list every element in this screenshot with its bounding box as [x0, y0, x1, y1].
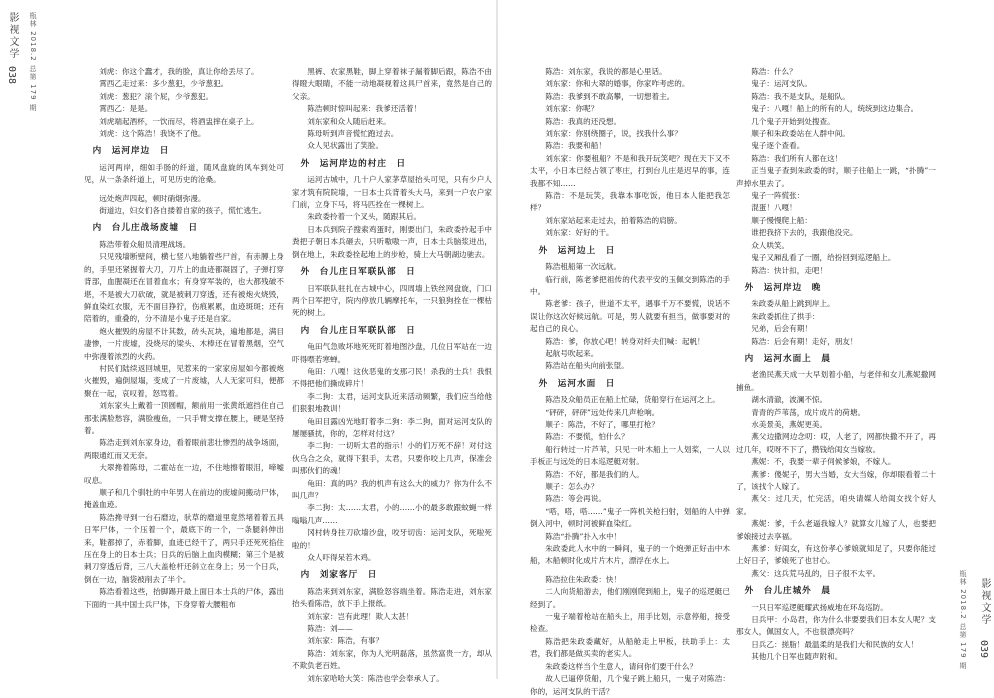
script-paragraph: 陈浩：等会再说。: [545, 494, 606, 504]
script-paragraph: 陈浩：我不是支队，是船队。: [751, 91, 850, 101]
scene-heading: 内 运河水面上 晨: [744, 353, 831, 364]
script-paragraph: 燕爹：好闺女，有这份孝心爹娘就知足了，只要你能过上好日子，爹娘死了也甘心。: [736, 544, 936, 566]
script-paragraph: 村民们陆续返回城里，见惹来的一家家房屋如今都被炮火摧毁，遍倒屋塌，变成了一片废墟，人人无家可归，便都聚在一起，哀叹着，怒骂着。: [84, 363, 284, 398]
script-paragraph: 陈浩租船第一次远航。: [545, 262, 622, 272]
right-issue-label: 瓶林 2018.2 总第 179 期: [959, 570, 967, 670]
script-paragraph: 刘虎：这个陈浩！我饶不了他。: [99, 129, 206, 139]
script-paragraph: 鬼子又厢乱看了一圈，给扮回到巡逻船上。: [751, 253, 896, 263]
script-paragraph: 陈浩带着众船员清理战场。: [99, 239, 191, 249]
script-paragraph: 燕妮：不，我要一辈子伺候爹娘，不嫁人。: [751, 457, 896, 467]
script-paragraph: 混蛋！八嘎！: [751, 203, 797, 213]
script-paragraph: 陈浩来到刘东家，满脸怒容端坐着。陈浩走进，刘东家抬头看陈浩，放下手上报纸。: [292, 586, 492, 609]
script-paragraph: 霄西乙：是是。: [99, 104, 153, 114]
script-paragraph: 众人见状露出了笑脸。: [307, 141, 384, 151]
column-3: [530, 66, 730, 696]
script-paragraph: 炮火摧毁的房屋不计其数，砖头瓦块，遍地都是，满目凄惨，一片废墟，没烧尽的梁头、木棒还在冒着黑烟，空气中弥漫着浓烈的火药。: [84, 326, 284, 361]
script-paragraph: 湖水清澈，波澜不惊。: [751, 395, 828, 405]
script-paragraph: “嗒，嗒，嗒……”鬼子一阵机关枪扫射，划船的人中弹倒入河中，顿时河被鲜血染红。: [530, 506, 730, 529]
script-paragraph: 刘虎端起酒杯，一饮而尽，将酒盅摔在桌子上。: [99, 116, 259, 126]
page-spine: [496, 0, 498, 679]
script-paragraph: 陈浩：不好，都是我们的人。: [545, 469, 644, 479]
script-paragraph: 刘虎：你这个蠢才，我的脸，真让你给丢尽了。: [99, 67, 259, 76]
script-paragraph: 龟田气急败坏地死死盯着地图沙盘，几位日军站在一边吓得噤若寒蝉。: [292, 342, 492, 364]
script-paragraph: 其他几个日军也随声附和。: [751, 652, 843, 662]
script-paragraph: 李二狗：太……太君，小的……小的最多敢跟蚊蝇一样嗡嗡几声……: [292, 503, 492, 525]
right-page-number: 039: [978, 640, 989, 659]
script-paragraph: 日本兵到院子搜索鸡蛋时，刚要出门，朱政委拎起手中粪把子朝日本兵砸去，只听嗷嗷一声，日本士兵脑浆迸出，倒在地上，朱政委拴起地上的步枪，骑上大马朝湖边驰去。: [292, 224, 492, 259]
script-paragraph: 冈村转身拄刀砍墙沙盘，咬牙切齿：运河支队，死啦死啦的！: [292, 528, 492, 550]
script-paragraph: 正当鬼子查到朱政委的时，顺子往船上一跳，“扑腾”一声掉水里去了。: [736, 166, 936, 188]
script-paragraph: 龟田目露凶光地盯着李二狗：李二狗，面对运河支队的屡屡骚扰，你的，怎样对付这？: [292, 416, 492, 438]
script-paragraph: 陈浩：我们所有人都在这！: [751, 153, 843, 163]
script-paragraph: 刘东家：好好的干。: [545, 228, 614, 238]
script-paragraph: 日军联队驻扎在古城中心，四周墙上铁丝网盘旋，门口两个日军把守，院内停放几辆摩托车，一只狼狗拴在一棵枯死的树上。: [292, 283, 492, 318]
script-paragraph: 朱政委拎着一个叉头，随跟其后。: [307, 212, 422, 222]
script-paragraph: 陈老爹：孩子，世道不太平，遇事千万不要慌，说话不误让你这次好候远航。可是，男人就要有担当，做事要对的起自己的良心。: [530, 299, 730, 334]
scene-heading: 外 运河边上 日: [538, 245, 616, 256]
script-paragraph: 李二狗：太君，运河支队近来活动频繁，我们应当给他们狠狠地教训！: [292, 391, 492, 414]
script-paragraph: 陈浩：后会有期！走好，朋友！: [751, 336, 858, 346]
scene-heading: 外 运河岸边 晚: [744, 282, 822, 293]
script-paragraph: 陈浩及众船员正在船上忙碌，货船穿行在运河之上。: [545, 395, 720, 405]
right-brand-label: 影视文学: [979, 578, 990, 626]
script-paragraph: 顺子和几个驯牡的中年男人在前边的废墟间搬动尸体，掩盖血迹。: [84, 488, 284, 510]
script-paragraph: 刘东家：你和大翠的婚事，你家咋考虑的。: [545, 79, 690, 89]
left-issue-label: 瓶林 2018.2 总第 179 期: [29, 12, 37, 112]
script-paragraph: 燕爹：傻妮子，男大当婚，女大当嫁，你却眼看着二十了，该找个人嫁了。: [736, 469, 936, 491]
script-paragraph: 陈浩：不是玩笑，我靠本事吃饭，他日本人能把我怎样？: [530, 191, 730, 213]
script-paragraph: 燕妮：爹，千么老逼我嫁人？就算女儿嫁了人，也要把爹娘接过去享福。: [736, 519, 936, 541]
script-paragraph: 黑裤、农家黑鞋，脚上穿着袜子漏着脚后跟，陈浩不由得瞪大眼睛，不能一动地凝视着这具尸首来，竟然是自己的父亲。: [292, 67, 492, 101]
scene-heading: 外 台儿庄日军联队部 日: [300, 267, 416, 278]
script-paragraph: 船行转过一片芦苇，只见一叶木船上一人划桨，一人以手板正与远处的日本巡逻艇对射。: [530, 444, 730, 467]
script-paragraph: 陈浩走到刘东家身边，看着眼前悲壮惨烈的战争场面，两眼通红而又无奈。: [84, 438, 284, 460]
script-paragraph: 霄西乙走过来：多少葱犯，少爷葱犯。: [99, 79, 229, 89]
scene-heading: 内 台儿庄日军联队部 日: [300, 325, 416, 336]
scene-heading: 内 台儿庄战场废墟 日: [92, 223, 199, 234]
script-paragraph: 陈浩搀寻到一台石磨边，驮草的磨道里竟然堵着着五具日军尸体，一个压着一个，最底下的一个，一条腿斜伸出来，鞋都掉了，赤着脚，血迹已经干了，两只手还死死掐住压在身上的日本士兵；日兵的后脑上血肉模糊；第三个是被刺刀穿透后背，三八大盖枪杆还斜立在身上；另一个日兵，倒在一边，脑袋被削去了半个。: [84, 512, 284, 584]
script-paragraph: 龟田：真的吗？我的机声有这么大的威力？你为什么不叫几声？: [292, 478, 492, 500]
script-paragraph: 故人已逼停货船，几个鬼子跳上船只，一鬼子对陈浩：你的，运河支队的干活？: [530, 674, 730, 696]
script-paragraph: 鬼子一阵慌张：: [751, 191, 805, 201]
script-paragraph: 燕父边撒网边念叨：哎，人老了，网都快撒不开了，再过几年，哎呀不下了，攒钱给闺女当嫁妆。: [736, 432, 936, 454]
script-paragraph: 陈浩：什么？: [751, 67, 797, 76]
script-paragraph: 顺子慢慢爬上船：: [751, 215, 812, 225]
script-paragraph: 燕父：这兵荒马乱的，日子很不太平。: [751, 568, 881, 578]
script-paragraph: 老渔民燕天成一大早划着小船，与老伴和女儿燕妮撒网捕鱼。: [736, 370, 936, 392]
scene-heading: 外 台儿庄城外 晨: [744, 586, 831, 597]
script-paragraph: 刘东家和众人随后赶来。: [307, 116, 391, 126]
script-paragraph: 只见残墙断壁间，横七竖八地躺着些尸首，有赤膊上身的，手里还紧握着大刀，刀片上的血迹都凝固了，子弹打穿背部，血腥凝还在冒着血水；有身穿军装的，也大都残破不堪，不是被大刀砍破，就是被刺刀穿透，还有被炮火烧毁，鲜血染红衣服，无不面目狰狞，伤痕累累，血迹斑斑；还有陪着的，重叠的，分不清是小鬼子还是自家。: [84, 252, 284, 324]
script-paragraph: 陈浩：刘东家，我说的都是心里话。: [545, 67, 667, 76]
right-page-sidebar: [972, 0, 994, 679]
script-paragraph: 刘东家：你呢？: [545, 104, 599, 114]
scene-heading: 内 运河岸边 日: [92, 146, 170, 157]
scene-heading: 内 刘家客厅 日: [300, 570, 378, 581]
left-page-number: 038: [6, 66, 17, 85]
script-paragraph: 运河古城中，几十户人家茅草屋抬头可见，只有少户人家才筑有院院墙，一日本士兵背着头大马，来到一户农户家门前，立身下马，将马匹拴在一棵树上。: [292, 175, 492, 210]
script-paragraph: 刘虎：葱犯？滚个屁，少爷葱犯。: [99, 91, 214, 101]
script-paragraph: 顺子：怎么办？: [545, 482, 599, 491]
script-paragraph: “砰砰，砰砰”远处传来几声枪响。: [545, 407, 660, 417]
script-paragraph: 陈母听到声音慌忙跑过去。: [307, 129, 399, 139]
script-paragraph: 众人哄笑。: [751, 240, 790, 250]
script-paragraph: 刘东家：你要租船？不是和我开玩笑吧？现在天下又不太平，小日本已经占领了枣庄，打到台儿庄是迟早的事，连我都不知……: [530, 153, 730, 188]
script-paragraph: 日兵乙：搓脂！最温柔的是我们大和民族的女人！: [751, 639, 919, 649]
script-paragraph: 大翠搀着陈母，二霍站在一边，不住地擦着眼泪，啼嘘叹息。: [84, 463, 284, 485]
script-paragraph: 朱政委抓住了拱手：: [751, 311, 820, 321]
column-4: [736, 66, 936, 671]
script-paragraph: 朱政委此人水中的一瞬间，鬼子的一个炮弹正好击中木船，木船顿时化成片片木片，漂浮在水上。: [530, 544, 730, 566]
script-paragraph: 陈浩把朱政委藏好，从船舱走上甲板，扶助手上：太君，我们都是做买卖的老实人。: [530, 636, 730, 659]
scene-heading: 外 运河岸边的村庄 日: [300, 158, 407, 169]
script-paragraph: 刘东家哈哈大笑：陈浩也学会奉承人了。: [307, 673, 444, 683]
script-paragraph: 龟田：八嘎！这伙恶鬼的支那刁民！杀我的士兵！我恨不得把他们撕成碎片！: [292, 366, 492, 389]
script-paragraph: 顺子：陈浩，不好了，哪里打枪？: [545, 419, 660, 429]
column-2: [292, 66, 492, 683]
script-paragraph: 陈浩看着这些，抬脚踢开最上面日本士兵的尸体，露出下面的一具中国士兵尸体，下身穿着大腰粗布: [84, 587, 284, 609]
left-brand-label: 影视文学: [7, 12, 18, 60]
script-paragraph: 朱政委这样当个生意人，请问你们要干什么？: [545, 661, 698, 671]
script-paragraph: 陈浩：我爹到不敢高攀，一切想着主。: [545, 91, 675, 101]
script-paragraph: 刘东家：你别绕圈子，说，找我什么事？: [545, 129, 682, 139]
script-paragraph: 陈浩：快计扣，走吧！: [751, 265, 828, 275]
script-paragraph: 陈浩拉住朱政委：快！: [545, 574, 622, 584]
left-page-sidebar: [0, 0, 22, 679]
script-paragraph: 水美景美，燕妮更美。: [751, 419, 828, 429]
script-paragraph: 二人向货船游去，他们刚刚爬到船上，鬼子的巡逻艇已经到了。: [530, 587, 730, 609]
script-paragraph: 陈浩：不要慌，怕什么？: [545, 432, 629, 442]
script-paragraph: 陈浩顿时惊叫起来：我爹还活着！: [307, 104, 422, 114]
script-paragraph: 谁把我挤下去的，我跟他没完。: [751, 228, 858, 238]
script-paragraph: 陈浩：爹，你放心吧！转身对纤夫们喊：起帆！: [545, 336, 705, 346]
script-paragraph: 朱政委从船上跳到岸上。: [751, 299, 835, 309]
script-paragraph: 街道边，妇女们各自搂着自家的孩子，慌忙逃生。: [99, 206, 267, 216]
scene-heading: 外 运河水面 日: [538, 378, 616, 389]
script-paragraph: 众人吓得呆若木鸡。: [307, 553, 376, 563]
script-paragraph: 顺子和朱政委站在人群中间。: [751, 129, 850, 139]
script-paragraph: 刘东家头上戴着一顶圆帽，额前用一张黄纸遮挡住自己那张满脸愁容，满脸瘦鱼，一只手臂支撑在腰上，硬是坚持着。: [84, 401, 284, 435]
script-paragraph: 鬼子：运河支队。: [751, 79, 812, 89]
script-paragraph: 远处炮声四起，顿时硝烟弥漫。: [99, 193, 206, 203]
script-paragraph: 陈浩：刘东家，你为人光明磊落，虽然富贵一方，却从不欺负老百姓。: [292, 648, 492, 671]
script-paragraph: 陈浩站在船头向前张望。: [545, 361, 629, 371]
script-paragraph: 一只日军巡逻艇耀武扬威地在环岛巡防。: [751, 602, 888, 612]
column-1: [84, 66, 284, 671]
script-paragraph: 临行前，陈老爹把祖传的代表平安的玉佩交到陈浩的手中。: [530, 274, 730, 296]
script-paragraph: 刘东家：陈浩，有事？: [307, 636, 384, 646]
script-paragraph: 兄弟，后会有期！: [751, 324, 812, 334]
script-paragraph: 一鬼子端着枪站在船头上，用手比划，示意停船，接受检查。: [530, 612, 730, 634]
script-paragraph: 陈浩：刘——: [307, 624, 353, 634]
script-paragraph: 刘东家：岂有此理！欺人太甚！: [307, 611, 414, 621]
script-paragraph: 青青的芦苇荡，成片成片的荷塘。: [751, 407, 866, 417]
script-paragraph: 鬼子：八嘎！船上的所有的人，统统到这边集合。: [751, 104, 919, 114]
script-paragraph: 刘东家站起来走过去，拍着陈浩的肩膀。: [545, 215, 682, 225]
script-paragraph: 陈浩：我真的还没想。: [545, 116, 622, 126]
script-paragraph: 起航号吹起来。: [545, 348, 599, 358]
script-paragraph: 陈浩“扑腾”扑入水中！: [545, 531, 622, 541]
script-paragraph: 燕父：过几天，忙完活，咱央请媒人给闺女找个好人家。: [736, 494, 936, 516]
script-paragraph: 几个鬼子开始到处搜查。: [751, 116, 835, 126]
script-paragraph: 李二狗：一切听太君的指示！小的们万死不辞！对付这伙乌合之众，就得下狠手，太君，只要你咬上几声，保准会叫那伙们的魂！: [292, 441, 492, 476]
script-paragraph: 运河两岸，细如手肠的纤道，随风盘旋的风车到处可见，从一条条纤道上，可见历史的沧桑。: [84, 162, 284, 185]
script-paragraph: 日兵甲：小岛君，你为什么非要要我们日本女人呢？支那女人，佩国女人，不也很漂亮吗？: [736, 615, 936, 637]
script-paragraph: 陈浩：我要和船！: [545, 141, 606, 151]
script-paragraph: 鬼子逐个查看。: [751, 141, 805, 151]
